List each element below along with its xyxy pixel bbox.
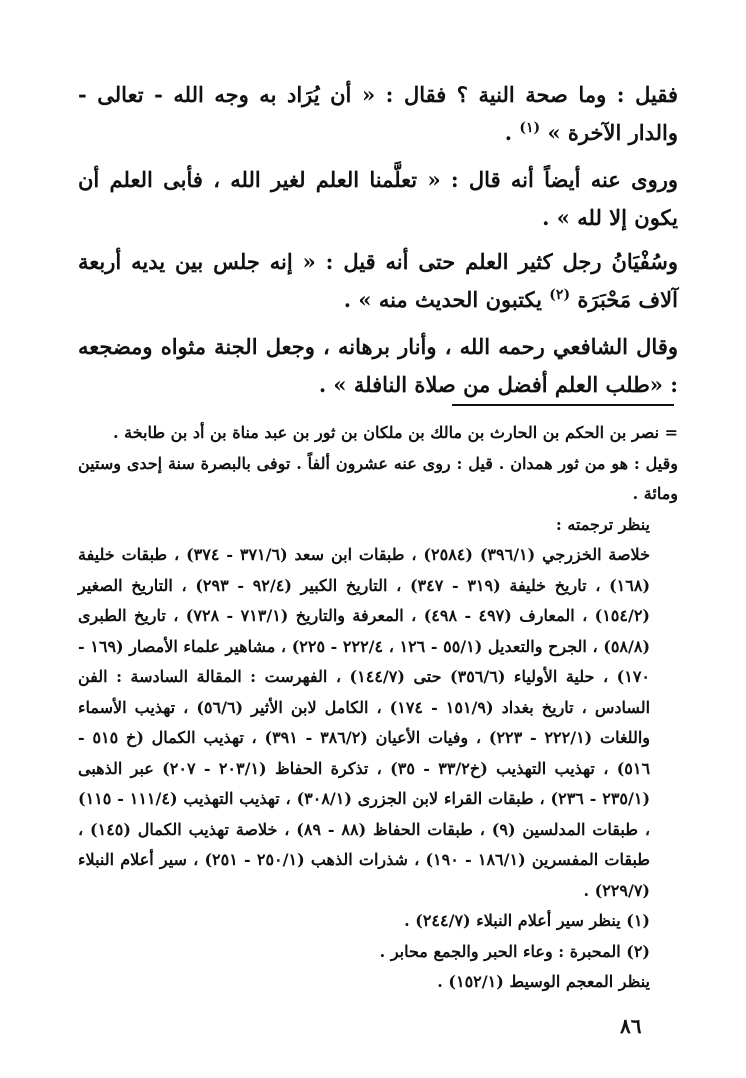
footnote-2-source: ينظر المعجم الوسيط (١٥٢/١) . — [437, 972, 650, 991]
footnote-2: (٢) المحبرة : وعاء الحبر والجمع محابر . — [379, 941, 650, 961]
paragraph-shafii: وقال الشافعي رحمه الله ، وأنار برهانه ، وجعل الجنة مثواه ومضجعه : «طلب العلم أفضل من صلاة النافلة » . — [78, 334, 678, 397]
footnotes — [78, 418, 678, 998]
paragraph-text: وسُفْيَانُ رجل كثير العلم حتى أنه قيل : « إنه جلس بين يديه أربعة آلاف مَحْبَرَة — [78, 249, 678, 312]
paragraph-intention — [78, 76, 678, 155]
footnote-divider — [452, 404, 674, 406]
paragraph-knowledge: وروى عنه أيضاً أنه قال : « تعلَّمنا العلم لغير الله ، فأبى العلم أن يكون إلا لله » . — [78, 167, 678, 230]
footnote-1: (١) ينظر سير أعلام النبلاء (٢٤٤/٧) . — [404, 911, 650, 930]
footnote-heading: ينظر ترجمته : — [555, 514, 650, 534]
main-text — [78, 76, 678, 410]
footnote-text: وقيل : هو من ثور همدان . قيل : روى عنه عشرون ألفاً . توفى بالبصرة سنة إحدى وستين ومائة . — [78, 453, 678, 503]
paragraph-sufyan — [78, 243, 678, 322]
paragraph-text: يكتبون الحديث منه » . — [343, 287, 542, 312]
footnote-ref-1[interactable]: (١) — [519, 120, 541, 136]
page-number: ٨٦ — [620, 1014, 642, 1038]
footnote-continuation: = نصر بن الحكم بن الحارث بن مالك بن ملكان بن ثور بن عبد مناة بن أد بن طابخة . — [112, 423, 678, 442]
footnote-references: خلاصة الخزرجي (٣٩٦/١) (٢٥٨٤) ، طبقات ابن سعد (٣٧١/٦ - ٣٧٤) ، طبقات خليفة (١٦٨) ، تاريخ خليفة (٣١٩ - ٣٤٧) ، التاريخ الكبير (٩٢/٤ - ٢٩٣) ، التاريخ الصغير (١٥٤/٢) ، المعارف (٤٩٧ - ٤٩٨) ، المعرفة والتاريخ (٧١٣/١ - ٧٢٨) ، تاريخ الطبرى (٥٨/٨) ، الجرح والتعديل (٥٥/١ - ١٢٦ ، ٢٢٢/٤ - ٢٢٥) ، مشاهير علماء الأمصار (١٦٩ - ١٧٠) ، حلية الأولياء (٣٥٦/٦) حتى (١٤٤/٧) ، الفهرست : المقالة السادسة : الفن السادس ، تاريخ بغداد (١٥١/٩ - ١٧٤) ، الكامل لابن الأثير (٥٦/٦) ، تهذيب الأسماء واللغات (٢٢٢/١ - ٢٢٣) ، وفيات الأعيان (٣٨٦/٢ - ٣٩١) ، تهذيب الكمال (خ ٥١٥ - ٥١٦) ، تهذيب التهذيب (خ٣٣/٢ - ٣٥) ، تذكرة الحفاظ (٢٠٣/١ - ٢٠٧) عبر الذهبى (٢٣٥/١ - ٢٣٦) ، طبقات القراء لابن الجزرى (٣٠٨/١) ، تهذيب التهذيب (١١١/٤ - ١١٥) ، طبقات المدلسين (٩) ، طبقات الحفاظ (٨٨ - ٨٩) ، خلاصة تهذيب الكمال (١٤٥) ، طبقات المفسرين (١٨٦/١ - ١٩٠) ، شذرات الذهب (٢٥٠/١ - ٢٥١) ، سير أعلام النبلاء (٢٢٩/٧) . — [78, 545, 651, 900]
footnote-ref-2[interactable]: (٢) — [549, 287, 571, 303]
paragraph-end: . — [504, 120, 513, 145]
paragraph-text: فقيل : وما صحة النية ؟ فقال : « أن يُرَاد به وجه الله - تعالى - والدار الآخرة » — [78, 82, 678, 145]
